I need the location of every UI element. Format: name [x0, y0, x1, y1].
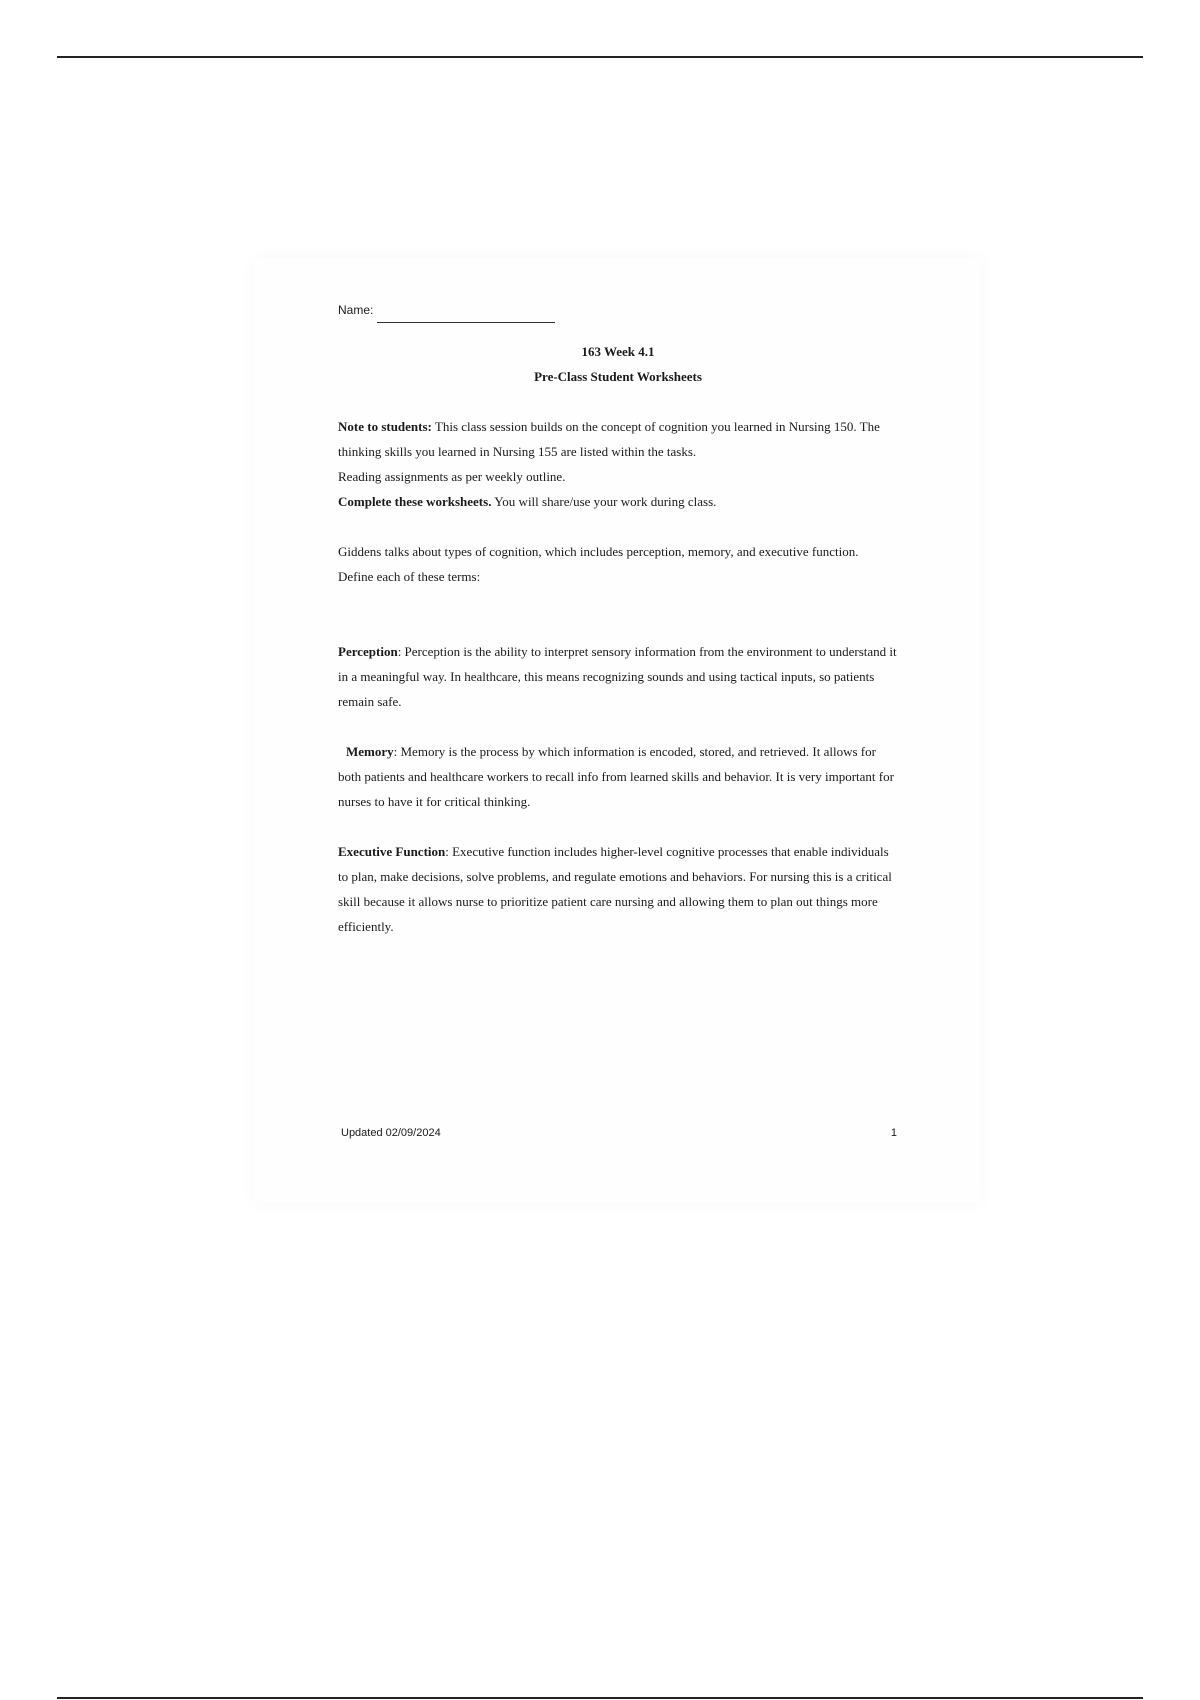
memory-label: Memory [346, 744, 394, 759]
define-text: Define each of these terms: [338, 569, 481, 584]
worksheet-title: 163 Week 4.1 [581, 344, 655, 359]
perception-definition [338, 639, 898, 714]
perception-text: : Perception is the ability to interpret sensory information from the environment to understand it in a meaningful way. In healthcare, this means recognizing sounds and using tactical inputs, so patients remain safe. [338, 644, 897, 709]
page-footer [341, 1127, 897, 1139]
complete-paragraph [338, 489, 898, 514]
memory-definition [338, 739, 898, 814]
page-number: 1 [890, 1127, 897, 1139]
memory-text: : Memory is the process by which information is encoded, stored, and retrieved. It allows for both patients and healthcare workers to recall info from learned skills and behavior. It is very important for nurses to have it for critical thinking. [338, 744, 894, 809]
executive-function-label: Executive Function [338, 844, 446, 859]
updated-date: Updated 02/09/2024 [341, 1127, 441, 1139]
note-label: Note to students: [338, 419, 432, 434]
bottom-divider [57, 1697, 1143, 1699]
perception-label: Perception [338, 644, 398, 659]
executive-function-text: : Executive function includes higher-level cognitive processes that enable individuals to plan, make decisions, solve problems, and regulate emotions and behaviors. For nursing this is a critical skill because it allows nurse to prioritize patient care nursing and allowing them to plan out things more efficiently. [338, 844, 892, 934]
name-field [338, 298, 898, 323]
name-label: Name: [338, 303, 374, 317]
executive-function-definition [338, 839, 898, 939]
complete-label: Complete these worksheets. [338, 494, 492, 509]
top-divider [57, 56, 1143, 58]
reading-text: Reading assignments as per weekly outline. [338, 469, 566, 484]
complete-text: You will share/use your work during class. [491, 494, 717, 509]
note-text: This class session builds on the concept of cognition you learned in Nursing 150. The thinking skills you learned in Nursing 155 are listed within the tasks. [338, 419, 880, 459]
document-page [255, 258, 980, 1203]
worksheet-subtitle: Pre-Class Student Worksheets [534, 369, 702, 384]
giddens-text: Giddens talks about types of cognition, which includes perception, memory, and executive function. [338, 544, 859, 559]
note-paragraph [338, 414, 898, 464]
name-blank-line [377, 308, 555, 323]
worksheet-content [338, 298, 898, 939]
